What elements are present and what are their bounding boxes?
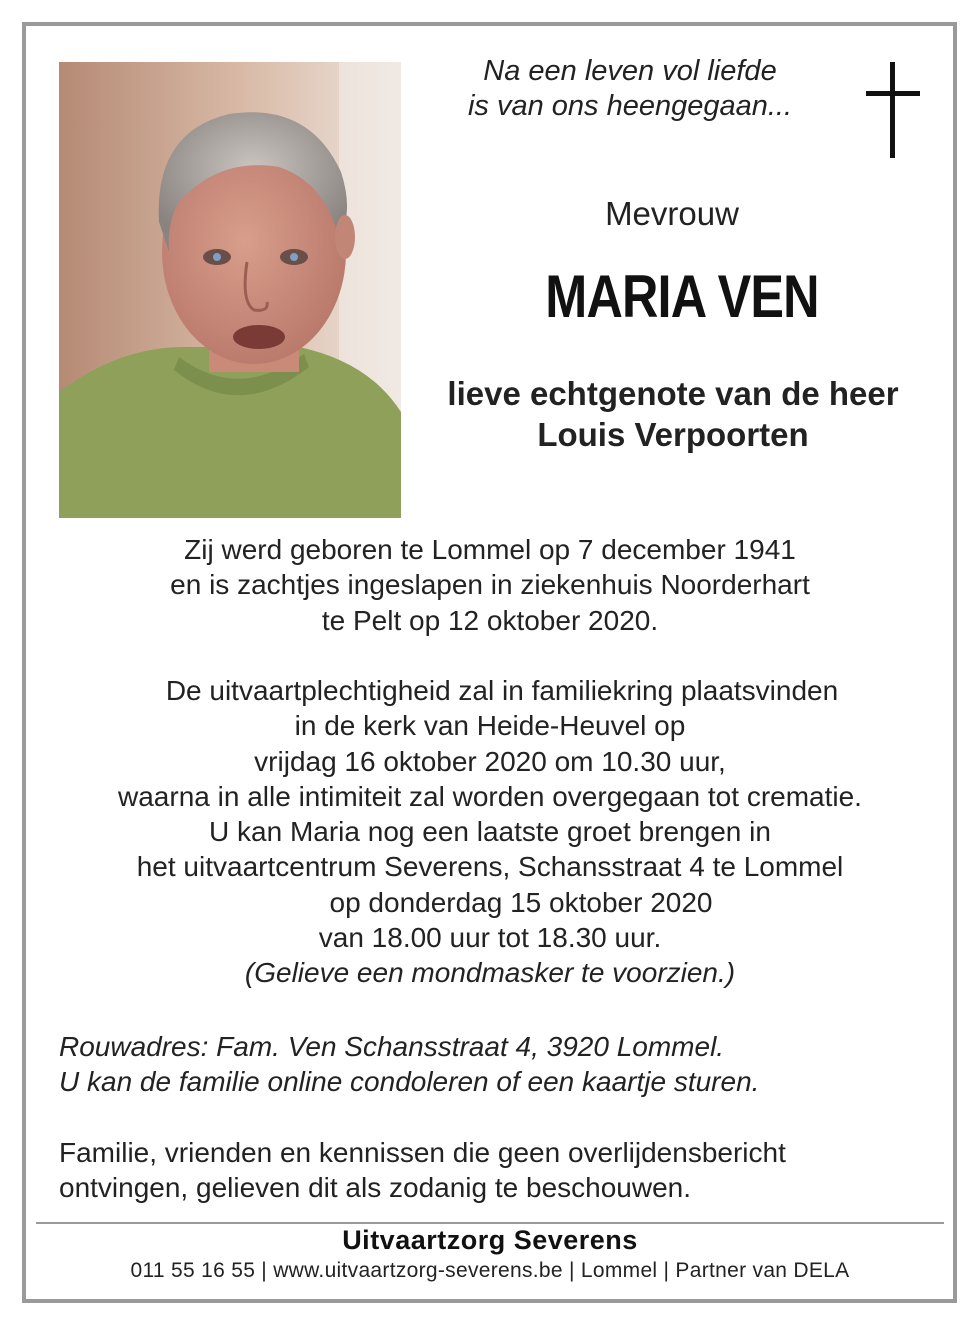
notice-line-1: Familie, vrienden en kennissen die geen overlijdensbericht xyxy=(59,1137,786,1168)
funeral-line-4: waarna in alle intimiteit zal worden overgegaan tot crematie. xyxy=(118,780,862,812)
honorific: Mevrouw xyxy=(605,195,739,232)
birth-death-text xyxy=(0,532,980,638)
funeral-line-3: vrijdag 16 oktober 2020 om 10.30 uur, xyxy=(254,745,726,777)
funeral-line-2: in de kerk van Heide-Heuvel op xyxy=(294,710,686,742)
funeral-line-8: van 18.00 uur tot 18.30 uur. xyxy=(318,922,662,954)
portrait-photo xyxy=(59,62,401,518)
relation-line-1: lieve echtgenote van de heer xyxy=(447,375,899,412)
intro-line-1: Na een leven vol liefde xyxy=(483,55,777,87)
funeral-home-name: Uitvaartzorg Severens xyxy=(342,1225,638,1255)
funeral-line-9: (Gelieve een mondmasker te voorzien.) xyxy=(244,957,736,989)
cross-icon xyxy=(864,62,922,165)
funeral-line-7: op donderdag 15 oktober 2020 xyxy=(329,886,713,918)
birth-line-2: en is zachtjes ingeslapen in ziekenhuis Noorderhart xyxy=(170,569,810,601)
funeral-line-5: U kan Maria nog een laatste groet brengen in xyxy=(209,816,771,848)
funeral-home-contact: 011 55 16 55 | www.uitvaartzorg-severens.be | Lommel | Partner van DELA xyxy=(130,1259,850,1282)
funeral-line-1: De uitvaartplechtigheid zal in familiekring plaatsvinden xyxy=(165,675,839,706)
birth-line-3: te Pelt op 12 oktober 2020. xyxy=(321,604,659,636)
footer-divider xyxy=(36,1222,944,1224)
funeral-line-6: het uitvaartcentrum Severens, Schansstraat 4 te Lommel xyxy=(136,851,844,883)
relation-line-2: Louis Verpoorten xyxy=(537,416,809,453)
funeral-details xyxy=(0,673,980,991)
intro-verse xyxy=(410,54,850,124)
address-line-1: Rouwadres: Fam. Ven Schansstraat 4, 3920 Lommel. xyxy=(59,1031,725,1062)
relation-text xyxy=(408,373,938,455)
address-line-2: U kan de familie online condoleren of een kaartje sturen. xyxy=(59,1066,760,1097)
deceased-name: MARIA VEN xyxy=(545,263,819,330)
mourning-address xyxy=(59,1029,759,1099)
notice-text xyxy=(59,1135,786,1205)
birth-line-1: Zij werd geboren te Lommel op 7 december 1941 xyxy=(184,534,796,565)
intro-line-2: is van ons heengegaan... xyxy=(467,90,793,122)
notice-line-2: ontvingen, gelieven dit als zodanig te beschouwen. xyxy=(59,1172,691,1203)
